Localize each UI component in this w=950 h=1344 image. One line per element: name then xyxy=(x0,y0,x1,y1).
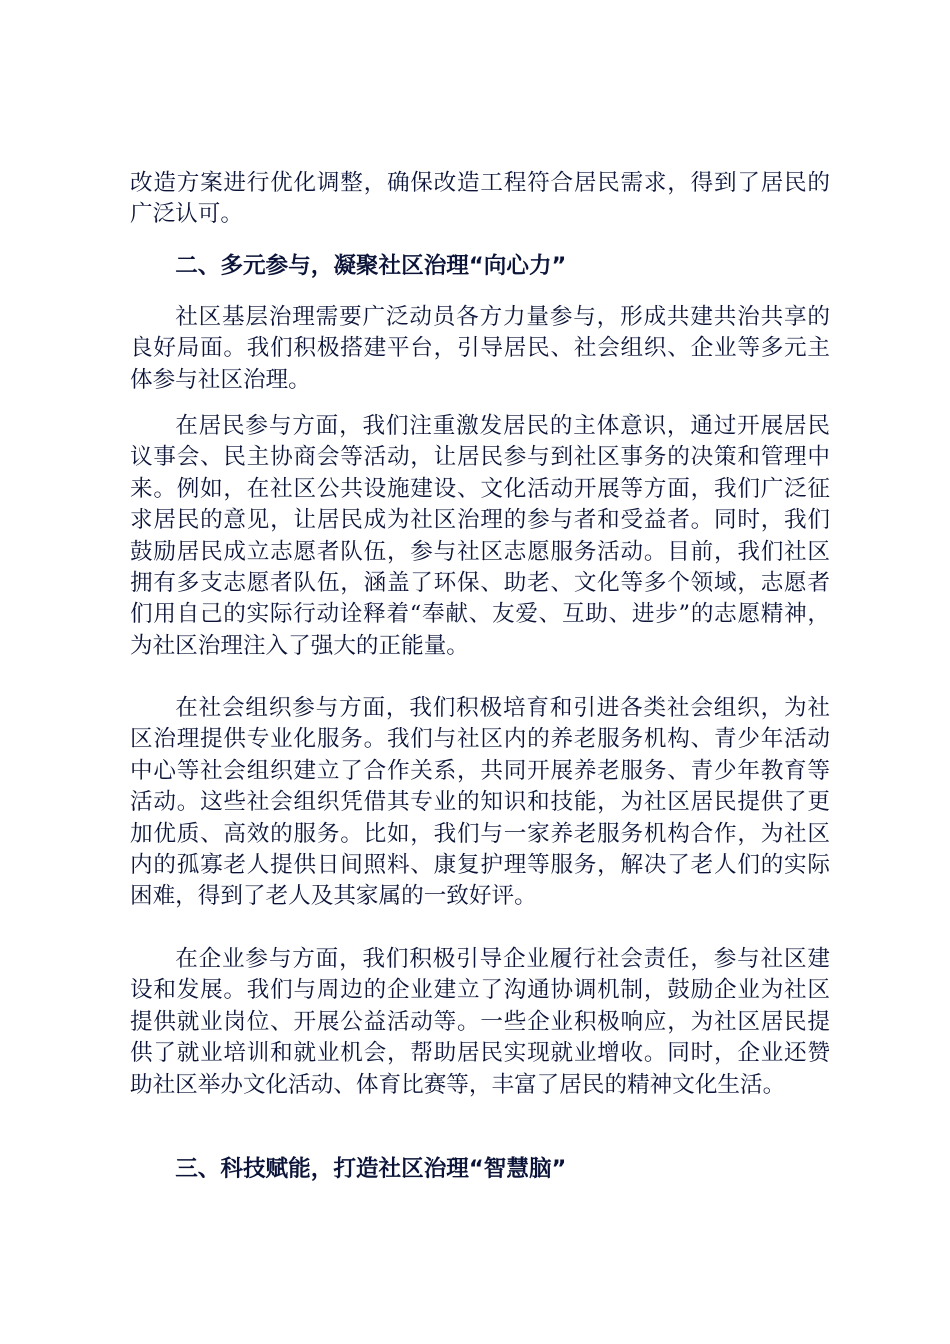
paragraph-social-organization: 在社会组织参与方面，我们积极培育和引进各类社会组织，为社区治理提供专业化服务。我们与社区内的养老服务机构、青少年活动中心等社会组织建立了合作关系，共同开展养老服务、青少年教育等活动。这些社会组织凭借其专业的知识和技能，为社区居民提供了更加优质、高效的服务。比如，我们与一家养老服务机构合作，为社区内的孤寡老人提供日间照料、康复护理等服务，解决了老人们的实际困难，得到了老人及其家属的一致好评。 xyxy=(130,695,830,910)
paragraph-resident-participation: 在居民参与方面，我们注重激发居民的主体意识，通过开展居民议事会、民主协商会等活动，让居民参与到社区事务的决策和管理中来。例如，在社区公共设施建设、文化活动开展等方面，我们广泛征求居民的意见，让居民成为社区治理的参与者和受益者。同时，我们鼓励居民成立志愿者队伍，参与社区志愿服务活动。目前，我们社区拥有多支志愿者队伍，涵盖了环保、助老、文化等多个领域，志愿者们用自己的实际行动诠释着“奉献、友爱、互助、进步”的志愿精神，为社区治理注入了强大的正能量。 xyxy=(130,413,830,659)
section-heading-2: 二、多元参与，凝聚社区治理“向心力” xyxy=(175,253,567,279)
paragraph-continuation: 改造方案进行优化调整，确保改造工程符合居民需求，得到了居民的广泛认可。 xyxy=(130,170,830,228)
paragraph-community-governance: 社区基层治理需要广泛动员各方力量参与，形成共建共治共享的良好局面。我们积极搭建平台，引导居民、社会组织、企业等多元主体参与社区治理。 xyxy=(130,304,830,393)
section-heading-3: 三、科技赋能，打造社区治理“智慧脑” xyxy=(175,1156,567,1182)
paragraph-enterprise-participation: 在企业参与方面，我们积极引导企业履行社会责任，参与社区建设和发展。我们与周边的企业建立了沟通协调机制，鼓励企业为社区提供就业岗位、开展公益活动等。一些企业积极响应，为社区居民提供了就业培训和就业机会，帮助居民实现就业增收。同时，企业还赞助社区举办文化活动、体育比赛等，丰富了居民的精神文化生活。 xyxy=(130,946,830,1098)
